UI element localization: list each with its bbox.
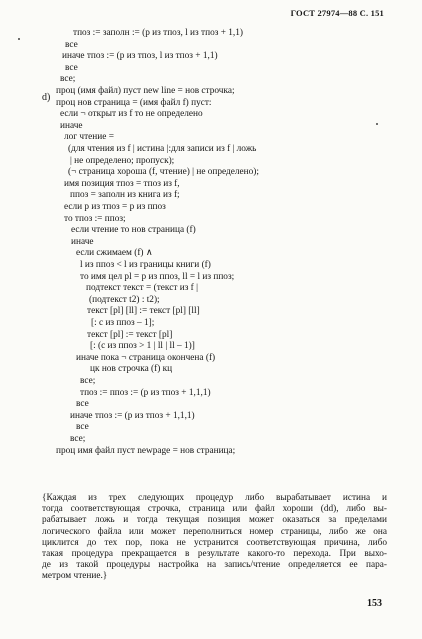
page-header: ГОСТ 27974—88 С. 151 — [290, 8, 384, 18]
code-line: ппоз = заполн из книга из f; — [70, 190, 180, 201]
code-line: иначе пока ¬ страница окончена (f) — [76, 352, 216, 363]
code-line: текст [pl] := текст [pl] — [87, 329, 173, 340]
code-line: тпоз := заполн := (р из тпоз, l из тпоз + 1,1) — [73, 28, 243, 38]
code-line: (¬ страница хороша (f, чтение) | не определено); — [68, 167, 259, 178]
code-line: иначе тпоз := (р из тпоз + 1,1,1) — [70, 410, 195, 421]
explanatory-paragraph — [42, 493, 387, 583]
code-line: если ¬ открыт из f то не определено — [60, 109, 203, 120]
code-line: проц (имя файл) пуст new line = нов строчка; — [56, 86, 235, 96]
code-line: проц имя файл пуст newpage = нов страница; — [56, 445, 236, 456]
scan-speck — [18, 38, 20, 40]
code-line: все — [76, 422, 89, 433]
code-line: все; — [80, 376, 96, 386]
code-line: (для чтения из f | истина |:для записи из f | ложь — [68, 144, 257, 154]
code-line: все — [76, 399, 89, 410]
code-line: все — [65, 62, 78, 73]
code-line: [: (с из ппоз > 1 | ll | ll – 1)] — [90, 341, 195, 352]
paragraph-line: рабатывает ложь и тогда текущая позиция может оказаться за пределами — [42, 515, 387, 526]
page-number: 153 — [367, 598, 382, 609]
code-line: если сжимаем (f) ∧ — [76, 248, 153, 259]
paragraph-line: циклится до тех пор, пока не устранится соответствующая причина, либо — [42, 537, 387, 548]
paragraph-line: метром чтение.} — [42, 571, 108, 582]
code-line: тпоз := ппоз := (р из тпоз + 1,1,1) — [80, 387, 211, 398]
code-line: иначе — [60, 120, 83, 131]
code-line: лог чтение = — [64, 132, 114, 143]
code-line: | не определено; пропуск); — [70, 155, 175, 166]
code-line: если чтение то нов страница (f) — [71, 225, 196, 236]
code-line: имя позиция тпоз = тпоз из f, — [64, 178, 180, 189]
code-line: l из ппоз < l из границы книги (f) — [80, 260, 211, 270]
item-marker-d: d) — [42, 92, 51, 103]
paragraph-line: де из такой процедуры настройка на запись/чтение определяется ее пара- — [42, 560, 387, 571]
scan-speck — [376, 123, 378, 125]
code-line: все — [65, 39, 78, 50]
code-line: подтекст текст = (текст из f | — [86, 283, 198, 294]
paragraph-line: {Каждая из трех следующих процедур либо вырабатывает истина и — [42, 493, 387, 503]
paragraph-line: такая процедура прекращается в результате какого-то перехода. При выхо- — [42, 549, 387, 560]
code-line: проц нов страница = (имя файл f) пуст: — [56, 97, 212, 108]
code-line: то тпоз := ппоз; — [64, 213, 126, 224]
code-line: [: с из ппоз – 1]; — [91, 318, 155, 328]
code-line: (подтекст t2) : t2); — [89, 294, 160, 305]
code-line: текст [pl] [ll] := текст [pl] [ll] — [87, 306, 200, 317]
code-line: если р из тпоз = р из ппоз — [64, 202, 166, 212]
code-line: то имя цел pl = р из ппоз, ll = l из ппоз; — [80, 271, 235, 282]
code-line: иначе — [71, 236, 94, 247]
code-line: иначе тпоз := (р из тпоз, l из тпоз + 1,1) — [62, 51, 218, 62]
code-line: все; — [70, 434, 86, 444]
paragraph-line: логического файла или может переполниться номер страницы, либо же она — [42, 526, 387, 537]
code-line: цк нов строчка (f) кц — [90, 364, 173, 375]
paragraph-line: тогда соответствующая строчка, страница или файл хороши (dd), либо вы- — [42, 504, 387, 515]
code-line: все; — [60, 74, 76, 85]
